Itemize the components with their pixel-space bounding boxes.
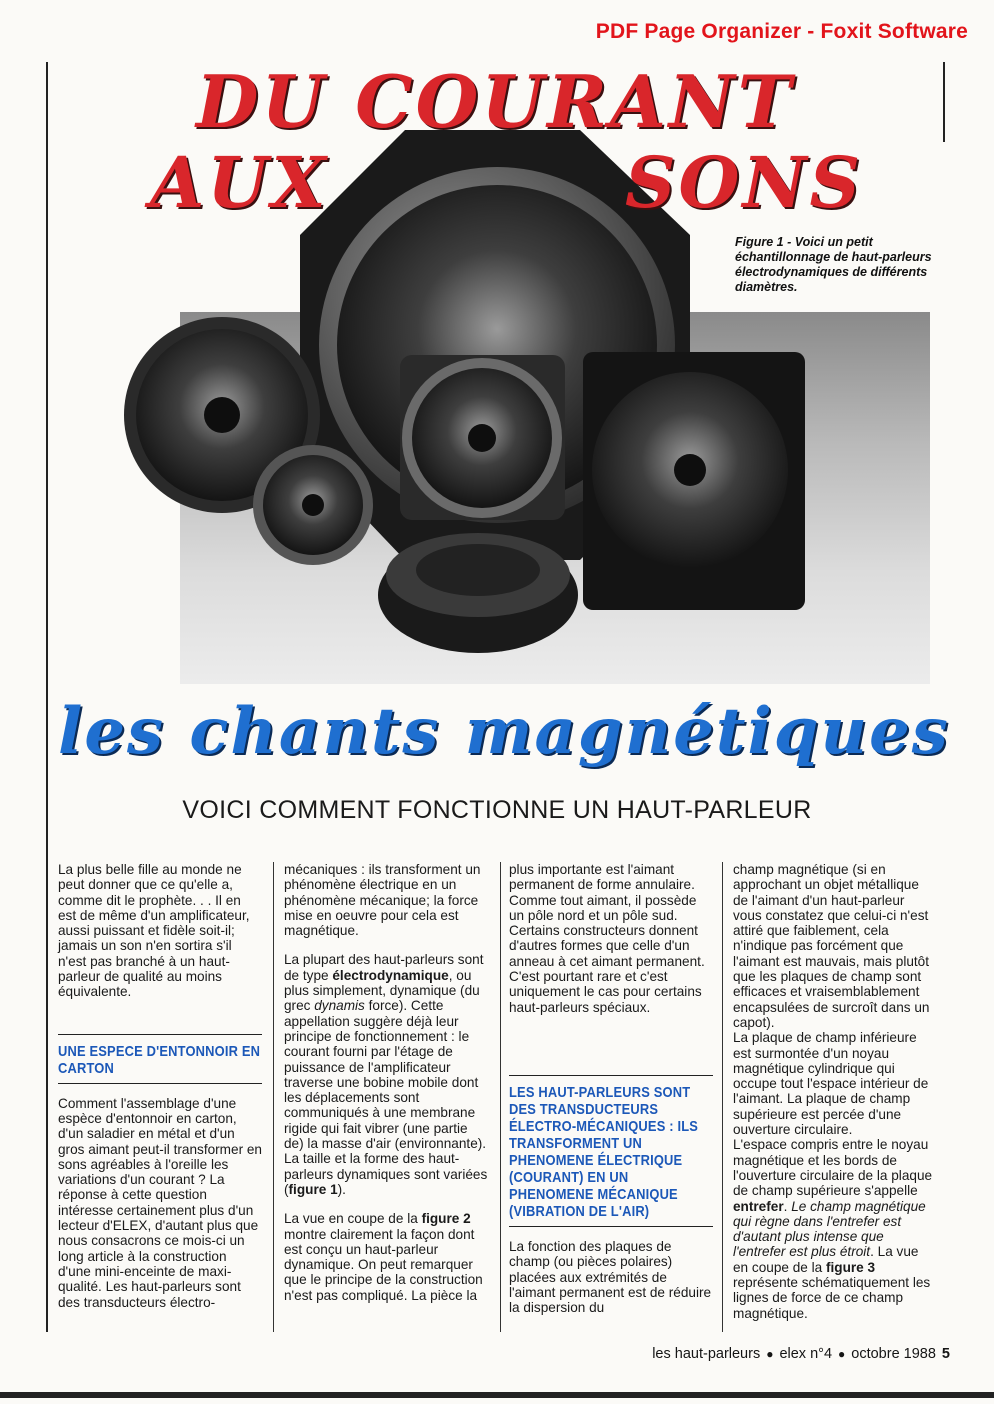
col2-paragraph-1: mécaniques : ils transforment un phénomène électrique en un phénomène mécanique; la force mise en oeuvre pour cela est magnétique. [284, 862, 481, 939]
page-footer [652, 1346, 950, 1362]
column-rule-3 [722, 862, 723, 1332]
col3-heading: LES HAUT-PARLEURS SONT DES TRANSDUCTEURS ÉLECTRO-MÉCANIQUES : ILS TRANSFORMENT UN PHENOMENE ÉLECTRIQUE (COURANT) EN UN PHENOMENE MÉCANIQUE (VIBRATION DE L'AIR) [509, 1083, 699, 1220]
col3-paragraph-2: La fonction des plaques de champ (ou pièces polaires) placées aux extrémités de l'aimant permanent est de réduire la dispersion du [509, 1238, 712, 1316]
figure-caption: Figure 1 - Voici un petit échantillonnage de haut-parleurs électrodynamiques de différents diamètres. [735, 235, 932, 294]
column-rule-2 [500, 862, 501, 1332]
col3-paragraph-1: plus importante est l'aimant permanent de forme annulaire. Comme tout aimant, il possède un pôle nord et un pôle sud. Certains constructeurs donnent d'autres formes que celle d'un anneau à cet aimant permanent. C'est pourtant rare et c'est uniquement le cas pour certains haut-parleurs spéciaux. [509, 862, 705, 1015]
page-number: 5 [941, 1346, 950, 1362]
col2-paragraph-2: La plupart des haut-parleurs sont de type électrodynamique, ou plus simplement, dynamique (du grec dynamis force). Cette appellation suggère déjà leur principe de fonctionnement : le courant fourni par l'étage de puissance de l'amplificateur traverse une bobine mobile dont les déplacements sont communiqués à une membrane rigide qui fait vibrer (une partie de) la masse d'air (environnante). La taille et la forme des haut-parleurs dynamiques sont variées (figure 1). [284, 952, 488, 1197]
col1-paragraph-1: La plus belle fille au monde ne peut donner que ce qu'elle a, comme dit le prophète. . . Il en est de même d'un amplificateur, aussi puissant et fidèle soit-il; jamais un son n'en sortira s'il n'est pas branché à un haut-parleur de qualité au moins équivalente. [58, 862, 250, 1000]
col1-heading: UNE ESPECE D'ENTONNOIR EN CARTON [58, 1042, 261, 1077]
subtitle: VOICI COMMENT FONCTIONNE UN HAUT-PARLEUR [182, 796, 812, 824]
column-2 [284, 862, 490, 1303]
title-line-2-left: AUX [150, 141, 329, 224]
footer-date: octobre 1988 [851, 1346, 936, 1362]
column-3 [509, 862, 713, 1315]
title-line-2-right: SONS [625, 141, 864, 224]
col4-paragraph-3: L'espace compris entre le noyau magnétique et les bords de l'ouverture circulaire de la plaque de champ supérieure s'appelle entrefer. Le champ magnétique qui règne dans l'entrefer est d'autant plus intense que l'entrefer est plus étroit. La vue en coupe de la figure 3 représente schématiquement les lignes de force de ce champ magnétique. [733, 1137, 933, 1321]
col3-heading-box [509, 1075, 713, 1227]
footer-magazine: elex n°4 [779, 1346, 833, 1362]
column-1 [58, 862, 262, 1310]
col1-heading-box [58, 1034, 262, 1084]
col4-paragraph-1: champ magnétique (si en approchant un objet métallique de l'aimant d'un haut-parleur vous constatez que celui-ci n'est attiré que faiblement, cela n'indique pas forcément que l'aimant est mauvais, mais plutôt que les plaques de champ sont efficaces et vraisemblablement encapsulées de surcroît dans un capot). [733, 862, 930, 1030]
watermark-text: PDF Page Organizer - Foxit Software [595, 20, 968, 43]
bullet-icon: ● [838, 1347, 846, 1361]
bottom-rule [0, 1392, 994, 1398]
col4-paragraph-2: La plaque de champ inférieure est surmontée d'un noyau magnétique cylindrique qui occupe tout l'espace intérieur de l'aimant. La plaque de champ supérieure est percée d'une ouverture circulaire. [733, 1030, 929, 1138]
col2-paragraph-3: La vue en coupe de la figure 2 montre clairement la façon dont est conçu un haut-parleur dynamique. On peut remarquer que le principe de la construction n'est pas compliqué. La pièce la [284, 1211, 483, 1303]
col1-paragraph-2: Comment l'assemblage d'une espèce d'entonnoir en carton, d'un saladier en métal et d'un gros aimant peut-il transformer en sons agréables à l'oreille les variations d'un courant ? La réponse à cette question intéresse certainement plus d'un lecteur d'ELEX, d'autant plus que nous consacrons ce mois-ci un long article à la construction d'une mini-enceinte de maxi-qualité. Les haut-parleurs sont des transducteurs électro- [58, 1095, 262, 1310]
column-4 [733, 862, 933, 1321]
title-line-1: DU COURANT [196, 59, 795, 144]
column-rule-1 [273, 862, 274, 1332]
footer-section: les haut-parleurs [652, 1346, 761, 1362]
bullet-icon: ● [766, 1347, 774, 1361]
headline: les chants magnétiques [58, 694, 950, 769]
